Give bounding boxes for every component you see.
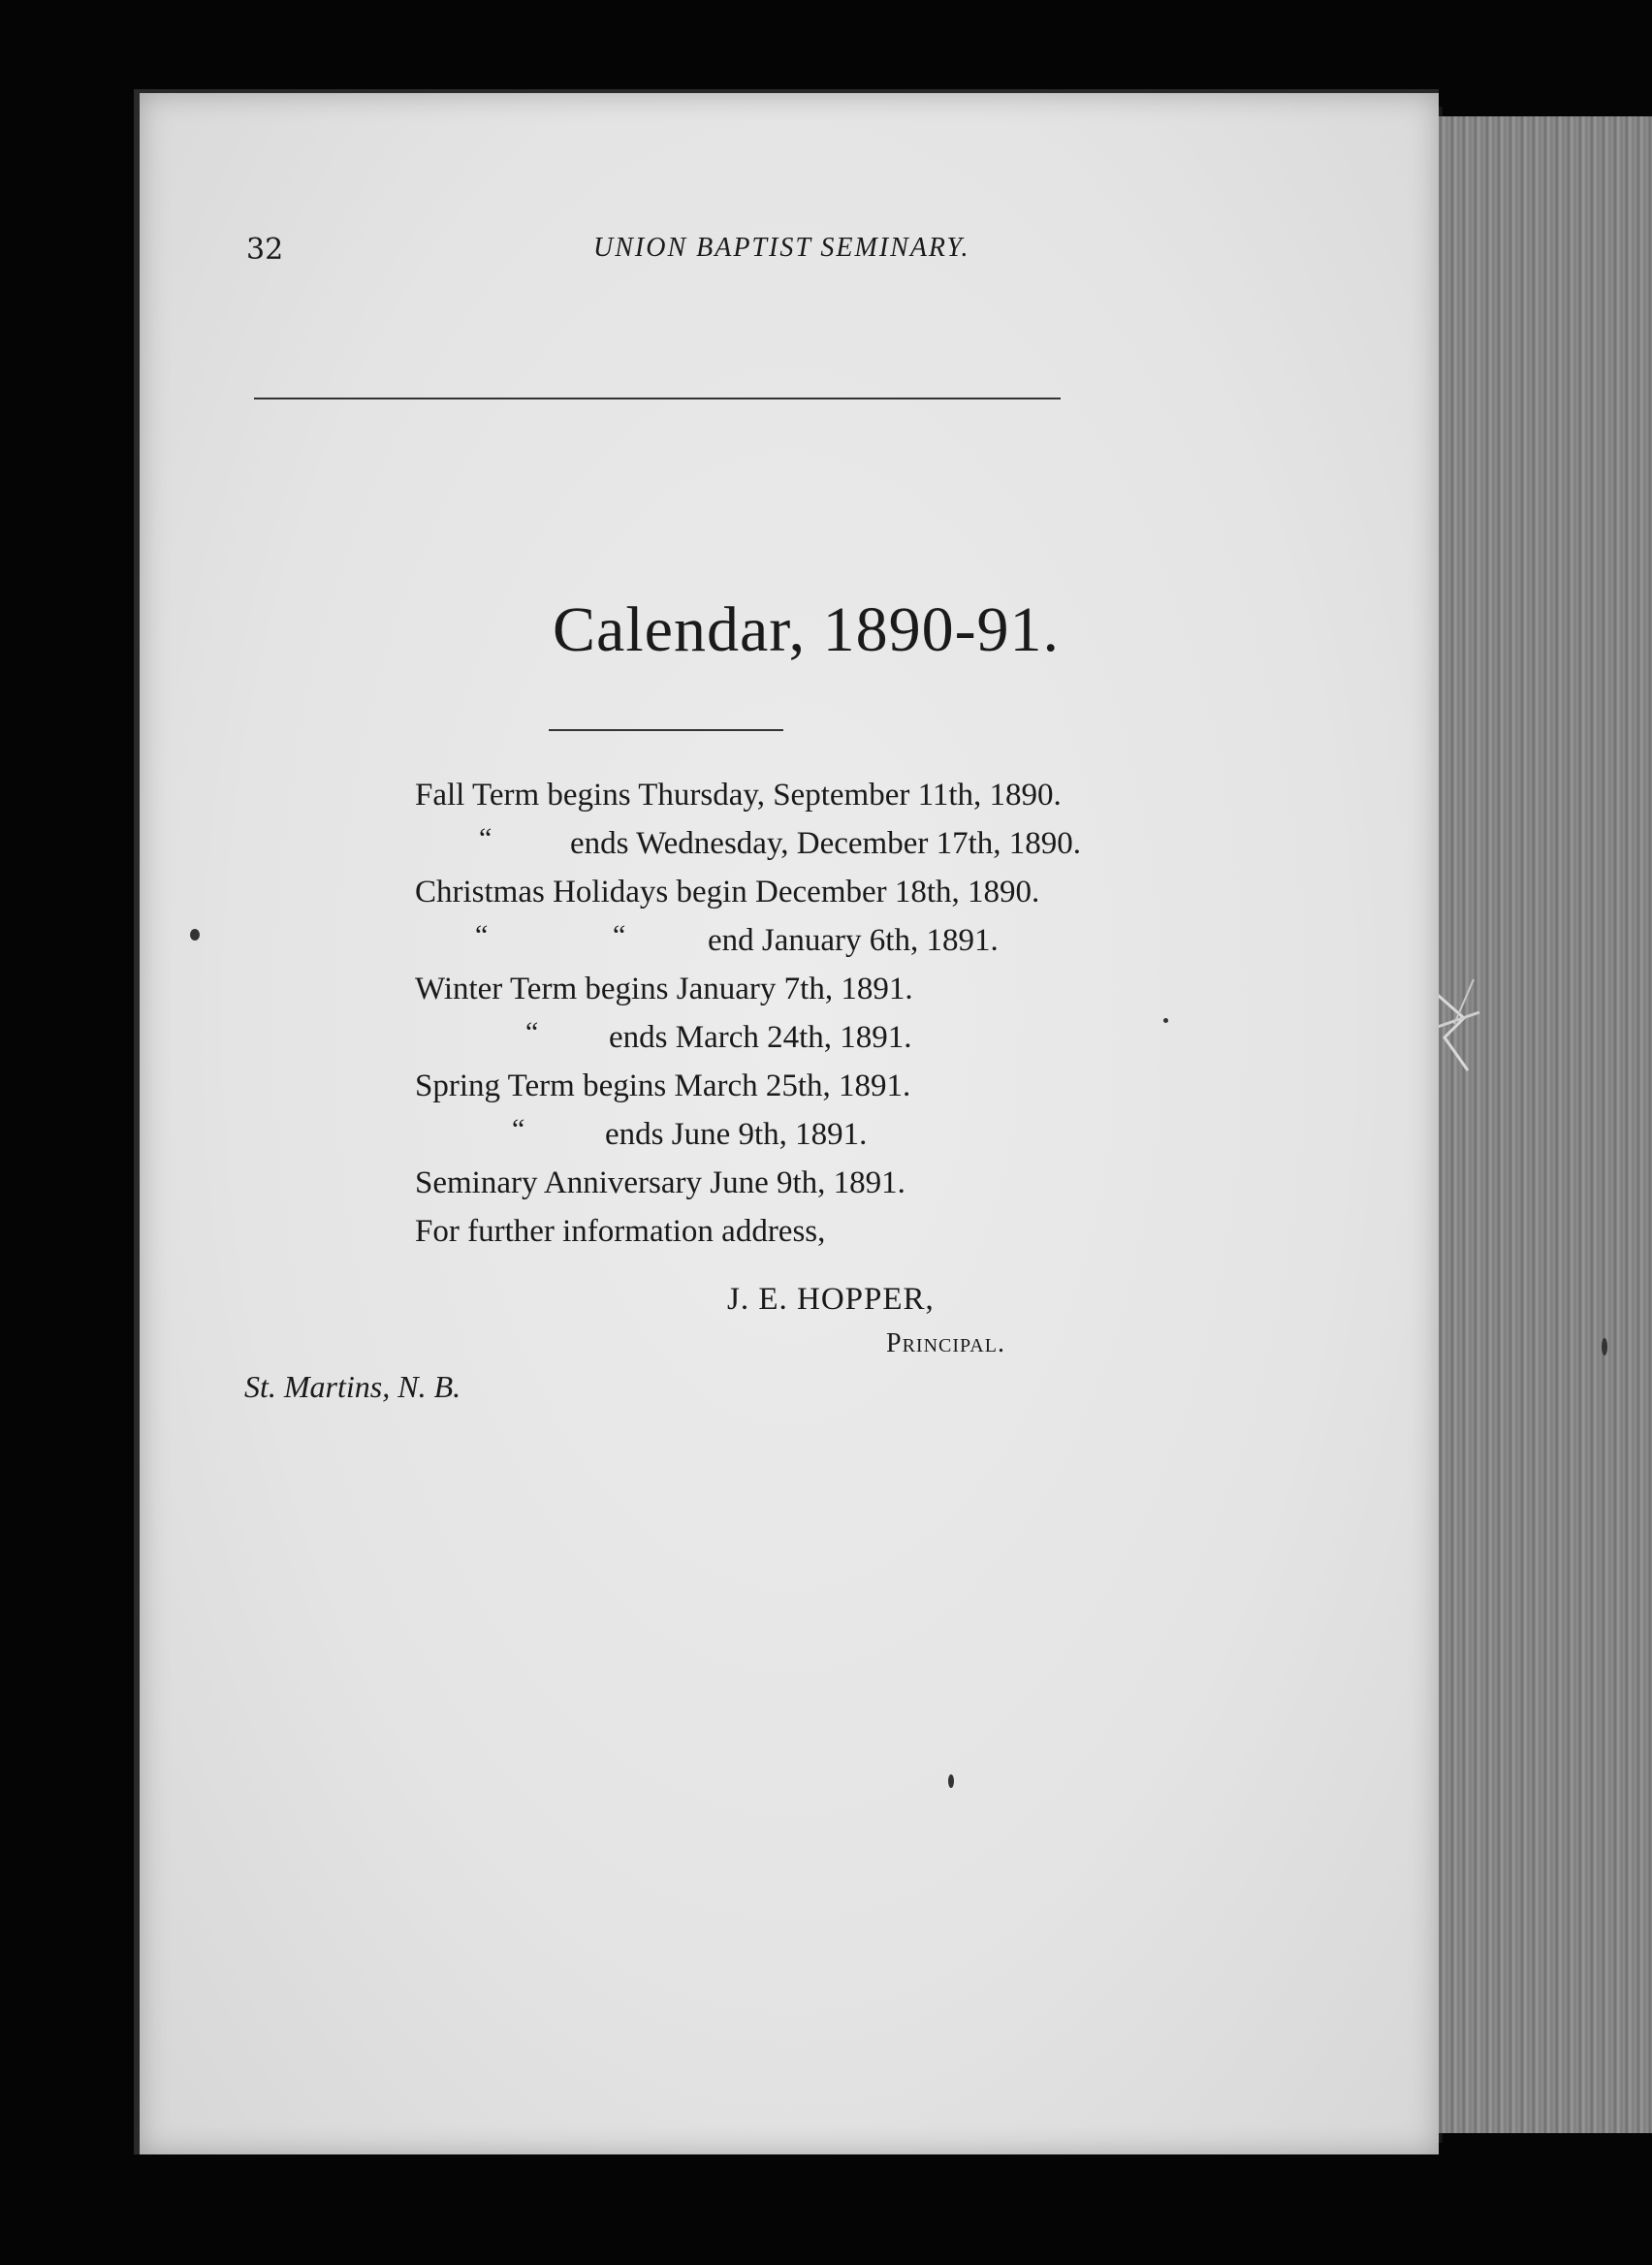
calendar-entry: Spring Term begins March 25th, 1891. (415, 1069, 911, 1103)
page-title: Calendar, 1890-91. (553, 594, 1061, 665)
calendar-entry: ends June 9th, 1891. (605, 1117, 868, 1152)
calendar-entry: For further information address, (415, 1214, 826, 1249)
calendar-entry: Seminary Anniversary June 9th, 1891. (415, 1165, 905, 1200)
calendar-entry: ends March 24th, 1891. (609, 1020, 912, 1055)
signature-title: Principal. (886, 1328, 1005, 1358)
title-rule (549, 729, 783, 731)
ditto-mark: “ (475, 919, 489, 951)
ditto-mark: “ (512, 1113, 525, 1145)
page-number: 32 (246, 233, 284, 267)
calendar-entry: Christmas Holidays begin December 18th, 1890. (415, 875, 1040, 909)
place-line: St. Martins, N. B. (244, 1369, 461, 1404)
ditto-mark: “ (613, 919, 626, 951)
speck (1602, 1338, 1607, 1356)
ditto-mark: “ (525, 1016, 539, 1048)
ditto-mark: “ (479, 822, 492, 854)
calendar-entry: Winter Term begins January 7th, 1891. (415, 972, 913, 1006)
header-rule (254, 398, 1061, 399)
running-head: UNION BAPTIST SEMINARY. (593, 233, 970, 263)
book-board (1435, 116, 1652, 2133)
speck (190, 929, 200, 941)
speck (948, 1774, 954, 1788)
calendar-entry: ends Wednesday, December 17th, 1890. (570, 826, 1082, 861)
speck (1163, 1018, 1168, 1023)
calendar-entry: end January 6th, 1891. (708, 923, 999, 958)
signature-name: J. E. HOPPER, (727, 1282, 935, 1317)
calendar-entry: Fall Term begins Thursday, September 11th, 1890. (415, 778, 1062, 813)
